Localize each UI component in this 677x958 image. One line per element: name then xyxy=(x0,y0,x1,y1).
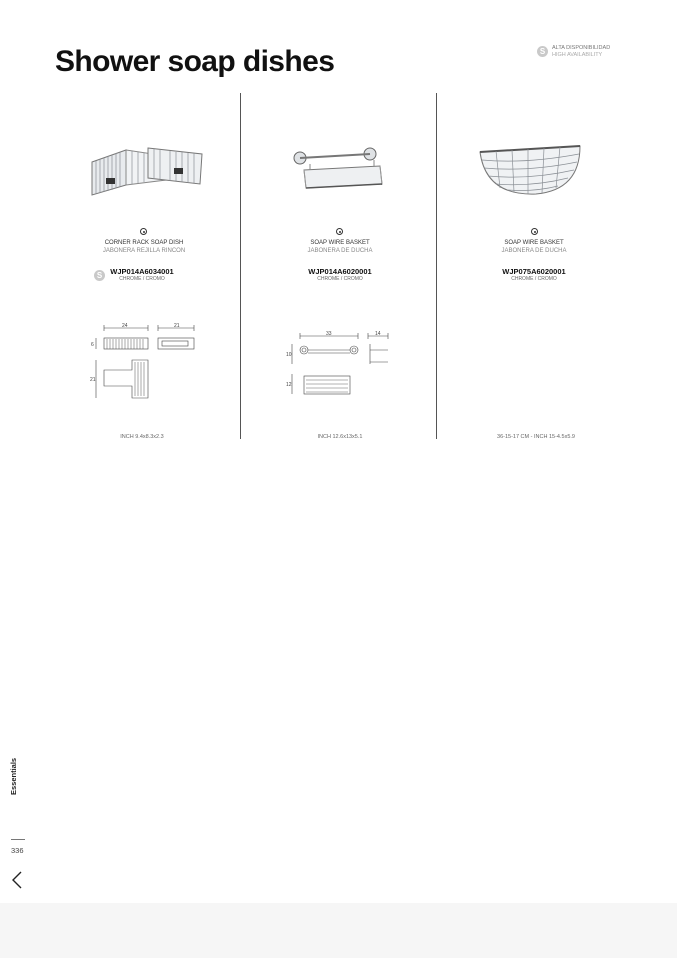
product-code: WJP014A6034001 xyxy=(110,267,174,276)
section-label: Essentials xyxy=(9,757,18,795)
dimension-label: 12 xyxy=(286,382,292,388)
column-divider xyxy=(436,93,437,439)
dimension-label: 33 xyxy=(326,331,332,337)
availability-label-es: ALTA DISPONIBILIDAD xyxy=(552,45,611,51)
technical-drawing xyxy=(284,330,404,400)
page-title: Shower soap dishes xyxy=(55,45,335,78)
product-code: WJP014A6020001 xyxy=(308,267,372,276)
availability-legend xyxy=(537,45,610,58)
dimension-label: 6 xyxy=(91,342,94,348)
product-dimensions: 36-15-17 CM - INCH 15-4.5x5.9 xyxy=(497,434,575,440)
dimension-label: 24 xyxy=(122,323,128,329)
product-finish: CHROME / CROMO xyxy=(119,276,165,282)
dimension-label: 14 xyxy=(375,331,381,337)
availability-label-en: HIGH AVAILABILITY xyxy=(552,51,603,58)
dimension-label: 21 xyxy=(90,377,96,383)
product-finish: CHROME / CROMO xyxy=(511,276,557,282)
product-finish: CHROME / CROMO xyxy=(317,276,363,282)
column-divider xyxy=(240,93,241,439)
dimension-label: 21 xyxy=(174,323,180,329)
target-icon xyxy=(336,228,343,235)
curved-soap-basket-image xyxy=(476,140,584,198)
product-dimensions: INCH 12.6x13x5.1 xyxy=(317,434,363,440)
dimension-label: 10 xyxy=(286,352,292,358)
soap-wire-basket-image xyxy=(290,140,390,195)
product-name: SOAP WIRE BASKET JABONERA DE DUCHA xyxy=(307,240,373,254)
technical-drawing xyxy=(88,320,208,400)
availability-badge: S xyxy=(537,46,548,57)
product-name: CORNER RACK SOAP DISH JABONERA REJILLA RINCON xyxy=(102,240,186,254)
corner-rack-soap-dish-image xyxy=(86,140,206,205)
product-dimensions: INCH 9.4x8.3x2.3 xyxy=(120,434,164,440)
target-icon xyxy=(140,228,147,235)
page-number: 336 xyxy=(11,846,24,855)
product-code: WJP075A6020001 xyxy=(502,267,566,276)
target-icon xyxy=(531,228,538,235)
chevron-left-icon[interactable] xyxy=(10,870,24,890)
sidebar-divider xyxy=(11,839,25,840)
availability-badge: S xyxy=(94,270,105,281)
product-name: SOAP WIRE BASKET JABONERA DE DUCHA xyxy=(501,240,567,254)
footer-band xyxy=(0,903,677,958)
